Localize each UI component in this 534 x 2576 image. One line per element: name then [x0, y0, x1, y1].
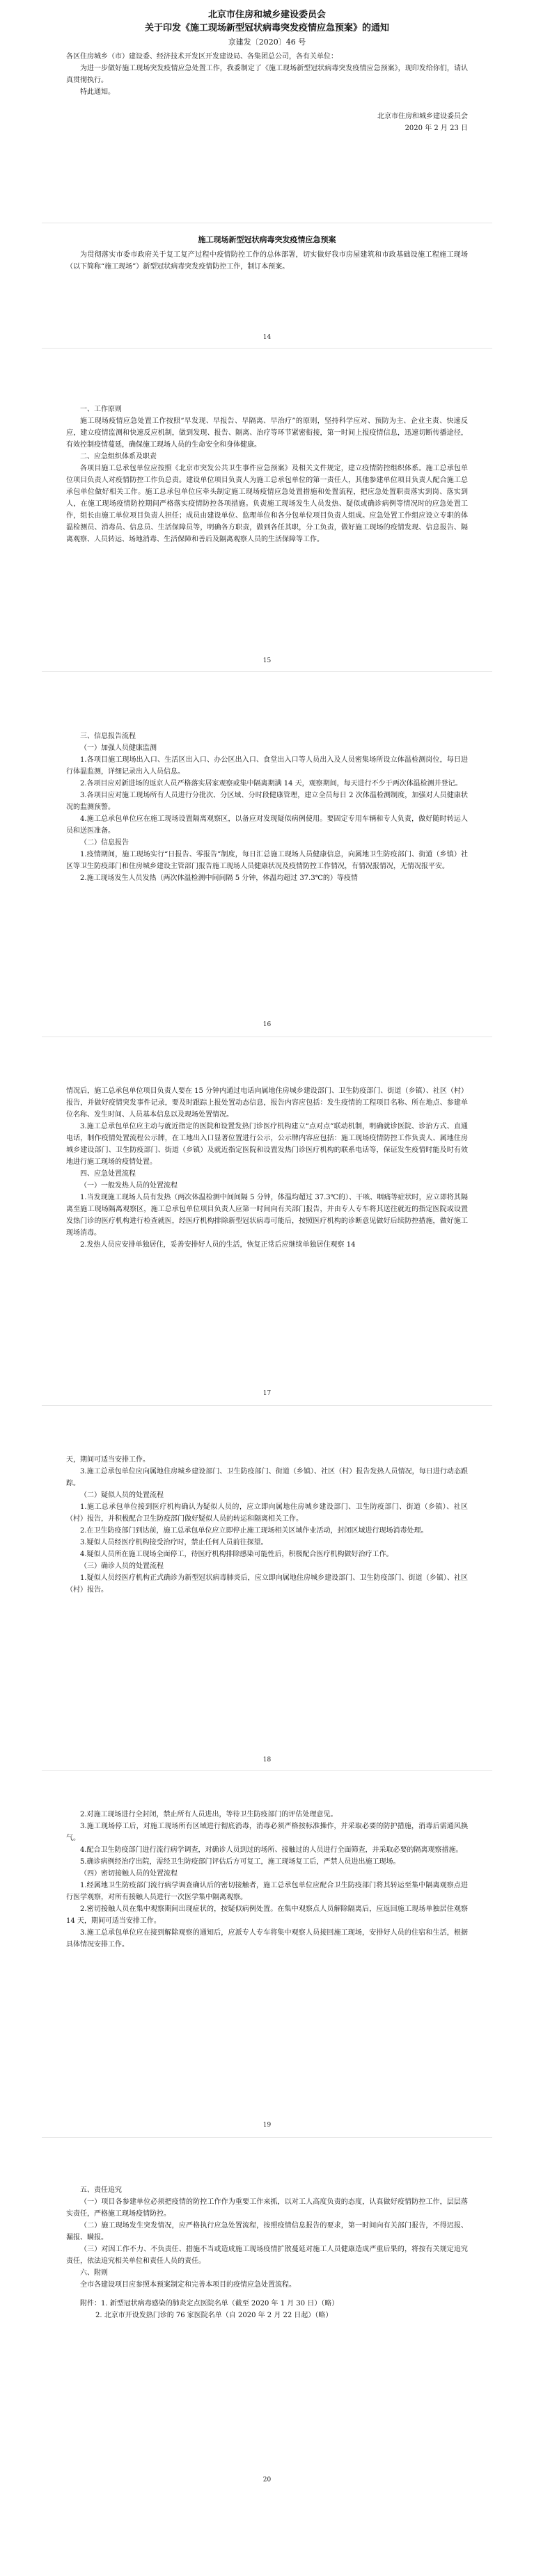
item-text: 1.施工总承包单位接到医疗机构确认为疑似人员的，应立即向属地住房城乡建设部门、卫生防疫部门、街道（乡镇）、社区（村）报告，并积极配合卫生防疫部门做好疑似人员的转运和隔离相关工作。 [66, 1503, 468, 1523]
item-text: 2.在卫生防疫部门到达前，施工总承包单位应立即停止施工现场相关区域作业活动，封闭区域进行现场消毒处理。 [80, 1527, 428, 1535]
item-text: 2.密切接触人员在集中观察期间出现症状的，按疑似病例处置。在集中观察点人员解除隔离后，应返回施工现场单独居住观察 14 天，期间可适当安排工作。 [66, 1905, 468, 1925]
item-text: 3.疑似人员经医疗机构接受治疗时，禁止任何人员前往探望。 [80, 1539, 268, 1546]
section-heading: 五、责任追究 [80, 2186, 122, 2194]
item-text: （一）项目各参建单位必须把疫情的防控工作作为重要工作来抓，以对工人高度负责的态度，认真做好疫情防控工作，层层落实责任，严格施工现场疫情防控。 [66, 2198, 468, 2218]
page-1-letter [0, 8, 534, 134]
item-text: （三）对因工作不力、不负责任、措施不当或造成施工现场疫情扩散蔓延对施工人员健康造成严重后果的，将按有关规定追究责任，依法追究相关单位和责任人员的责任。 [66, 2246, 468, 2265]
item-text: 4.疑似人员所在施工现场全面停工，待医疗机构排除感染可能性后，积极配合医疗机构做好治疗工作。 [80, 1551, 393, 1558]
issuer-title: 北京市住房和城乡建设委员会 [207, 10, 326, 20]
subsection-heading: （一）加强人员健康监测 [80, 744, 157, 752]
page-number: 16 [262, 1021, 272, 1028]
item-text: 5.确诊病例经治疗出院，需经卫生防疫部门评估后方可复工，施工现场复工后，严禁人员进出施工现场。 [80, 1858, 400, 1866]
item-text: 3.施工总承包单位应在接到解除观察的通知后，应派专人专车将集中观察人员接回施工现场，安排好人员的住宿和生活，根据具体情况安排工作。 [66, 1929, 468, 1949]
page-divider [42, 1770, 492, 1771]
section-heading: 二、应急组织体系及职责 [80, 453, 157, 461]
page-4 [0, 730, 534, 884]
page-divider [42, 1405, 492, 1406]
notice-body: 为进一步做好施工现场突发疫情应急处置工作，我委制定了《施工现场新型冠状病毒突发疫情应急预案》，现印发给你们，请认真贯彻执行。 [66, 65, 468, 84]
page-number: 19 [262, 2122, 272, 2129]
page-number: 17 [262, 1390, 272, 1397]
item-text: 2.对施工现场进行全封闭，禁止所有人员进出，等待卫生防疫部门的评估处理意见。 [80, 1811, 338, 1818]
document-number: 京建发〔2020〕46 号 [228, 38, 306, 47]
attachment-line: 附件：1. 新型冠状病毒感染的肺炎定点医院名单（截至 2020 年 1 月 30 日）（略） [80, 2300, 339, 2307]
item-text: 1.当发现施工现场人员有发热（两次体温检测中间间隔 5 分钟，体温均超过 37.3℃的）、干咳、咽痛等症状时，应立即将其隔离至施工现场隔离观察区，施工总承包单位项目负责人应第一时间向有关部门报告，并由专人专车将其送往就近的指定医院或设置发热门诊的医疗机构进行检查就医，经医疗机构排除新型冠状病毒可能后，按照医疗机构的诊断意见做好后续防控措施，做好施工现场消毒。 [66, 1194, 468, 1237]
subsection-heading: （二）疑似人员的处置流程 [80, 1491, 164, 1499]
item-text: 1.经属地卫生防疫部门流行病学调查确认后的密切接触者，施工总承包单位应配合卫生防疫部门将其转运至集中隔离观察点进行医学观察，对所有接触人员进行一次医学集中隔离观察。 [66, 1882, 468, 1901]
page-8 [0, 2184, 534, 2321]
subsection-heading: （二）信息报告 [80, 839, 129, 847]
page-7 [0, 1809, 534, 1951]
item-text: 全市各建设项目应参照本预案制定和完善本项目的疫情应急处置流程。 [80, 2281, 296, 2289]
page-number: 20 [262, 2477, 272, 2483]
section-heading: 一、工作原则 [80, 406, 122, 413]
item-text: 2.各项目应对新进场的返京人员严格落实居家观察或集中隔离期满 14 天，观察期间，每天进行不少于两次体温检测并登记。 [80, 780, 462, 787]
section-text: 各项目施工总承包单位应按照《北京市突发公共卫生事件应急预案》及相关文件规定，建立疫情防控组织体系。施工总承包单位项目负责人对疫情防控工作负总责。建设单位项目负责人为施工总承包单位的第一责任人，其他参建单位项目负责人配合施工总承包单位做好相关工作。施工总承包单位应牵头制定施工现场疫情应急处置措施和处置流程，把应急处置职责落实到岗、落实到人，在施工现场疫情防控期间严格落实疫情防控各项措施。负责施工现场发生人员发热、疑似或确诊病例等情况时的应急处置工作，组长由施工单位项目负责人担任；成员由建设单位、监理单位和各分包单位项目负责人组成。应急处置工作组应设立专职的体温检测员、消毒员、信息员、生活保障员等，明确各方职责，做到各任其职，分工负责，做好施工现场的疫情发现、信息报告、隔离观察、人员转运、场地消毒、生活保障和善后及隔离观察人员的生活保障等工作。 [66, 465, 468, 543]
notice-title: 关于印发《施工现场新型冠状病毒突发疫情应急预案》的通知 [144, 23, 389, 33]
page-number: 15 [262, 657, 272, 664]
addressee: 各区住房城乡（市）建设委、经济技术开发区开发建设局、各集团总公司，各有关单位： [66, 53, 338, 61]
page-3 [0, 403, 534, 545]
subsection-heading: （一）一般发热人员的处置流程 [80, 1182, 178, 1190]
item-text: 4.配合卫生防疫部门进行流行病学调查，对确诊人员到过的场所、接触过的人员进行全面筛查，并采取必要的隔离观察措施。 [80, 1846, 463, 1854]
item-text: （二）施工现场发生突发情况，应严格执行应急处置流程，按照疫情信息报告的要求，第一时间向有关部门报告，不得迟报、漏报、瞒报。 [66, 2222, 468, 2241]
section-text: 施工现场疫情应急处置工作按照“早发现、早报告、早隔离、早治疗”的原则，坚持科学应对、预防为主、企业主责、快速反应，建立疫情监测和快速反应机制，做到发现、报告、隔离、治疗等环节紧密衔接，第一时间上报疫情信息，迅速切断传播途径，有效控制疫情蔓延，确保施工现场人员的生命安全和身体健康。 [66, 417, 468, 449]
plan-intro: 为贯彻落实市委市政府关于复工复产过程中疫情防控工作的总体部署，切实做好我市房屋建筑和市政基础设施工程施工现场（以下简称“施工现场”）新型冠状病毒突发疫情防控工作，制订本预案。 [66, 251, 468, 271]
signature-date: 2020 年 2 月 23 日 [405, 125, 468, 132]
item-text: 2.发热人员应安排单独居住，妥善安排好人员的生活，恢复正常后应继续单独居住观察 14 [80, 1241, 356, 1249]
item-text: 3.各项目应对施工现场所有人员进行分批次、分区域、分时段健康管理，建立全员每日 2 次体温检测制度，加强对人员健康状况的监测预警。 [66, 792, 468, 811]
section-heading: 四、应急处置流程 [80, 1170, 136, 1178]
subsection-heading: （四）密切接触人员的处置流程 [80, 1870, 178, 1878]
item-text: 天，期间可适当安排工作。 [66, 1456, 150, 1464]
item-text: 3.施工现场停工后，对施工现场所有区域进行彻底消毒，消毒必须严格按标准操作，并采取必要的防护措施，消毒后需通风换气。 [66, 1823, 468, 1842]
item-text: 4.施工总承包单位应在施工现场设置隔离观察区，以备应对发现疑似病例使用。要固定专用车辆和专人负责，做好随时转运人员和送医准备。 [66, 815, 468, 835]
plan-heading: 施工现场新型冠状病毒突发疫情应急预案 [198, 235, 336, 244]
section-heading: 六、附则 [80, 2269, 108, 2277]
page-2-plan-intro [0, 230, 534, 273]
page-number: 18 [262, 1757, 272, 1763]
signature-org: 北京市住房和城乡建设委员会 [377, 113, 468, 120]
item-text: 1.疑似人员经医疗机构正式确诊为新型冠状病毒肺炎后，应立即向属地住房城乡建设部门、卫生防疫部门、街道（乡镇）、社区（村）报告。 [66, 1574, 468, 1594]
subsection-heading: （三）确诊人员的处置流程 [80, 1562, 164, 1570]
page-5 [0, 1085, 534, 1251]
page-6 [0, 1454, 534, 1596]
page-divider [42, 2137, 492, 2138]
item-text: 1.疫情期间，施工现场实行“日报告、零报告”制度，每日汇总施工现场人员健康信息，向属地卫生防疫部门、街道（乡镇）社区等卫生防疫部门和住房城乡建设主管部门报告施工现场人员健康状况及疫情防控工作情况，有情况报情况，无情况报平安。 [66, 851, 468, 870]
page-divider [42, 671, 492, 672]
item-text: 1.各项目施工现场出入口、生活区出入口、办公区出入口、食堂出入口等人员出入及人员密集场所设立体温检测岗位，每日进行体温监测，详细记录出入人员信息。 [66, 756, 468, 776]
item-text: 3.施工总承包单位应向属地住房城乡建设部门、卫生防疫部门、街道（乡镇）、社区（村）报告发热人员情况，每日进行动态跟踪。 [66, 1468, 468, 1487]
page-divider [42, 348, 492, 349]
attachment-line: 2. 北京市开设发热门诊的 76 家医院名单（自 2020 年 2 月 22 日起）（略） [95, 2312, 333, 2319]
item-text: 3.施工总承包单位应主动与就近指定的医院和设置发热门诊医疗机构建立“点对点”联动机制，明确就诊医院、诊治方式、直通电话，制作疫情处置流程公示牌，在工地出入口显著位置进行公示，公示牌内容应包括：施工现场疫情防控工作负责人、属地住房城乡建设部门、卫生防疫部门、街道（乡镇）及就近指定医院和设置发热门诊医疗机构的联系电话等，保证发生疫情时能及时有效地进行施工现场的疫情处置。 [66, 1123, 468, 1166]
notice-closing: 特此通知。 [80, 88, 115, 96]
page-number: 14 [262, 334, 272, 341]
section-heading: 三、信息报告流程 [80, 733, 136, 740]
item-text: 情况后，施工总承包单位项目负责人要在 15 分钟内通过电话向属地住房城乡建设部门、卫生防疫部门、街道（乡镇）、社区（村）报告，并做好疫情突发事件记录，要及时跟踪上报处置动态信息，报告内容应包括：发生疫情的工程项目名称、所在地点、参建单位名称、发生时间、人员基本信息以及现场处置情况。 [66, 1087, 468, 1119]
item-text: 2.施工现场发生人员发热（两次体温检测中间间隔 5 分钟，体温均超过 37.3℃的）等疫情 [80, 874, 358, 882]
